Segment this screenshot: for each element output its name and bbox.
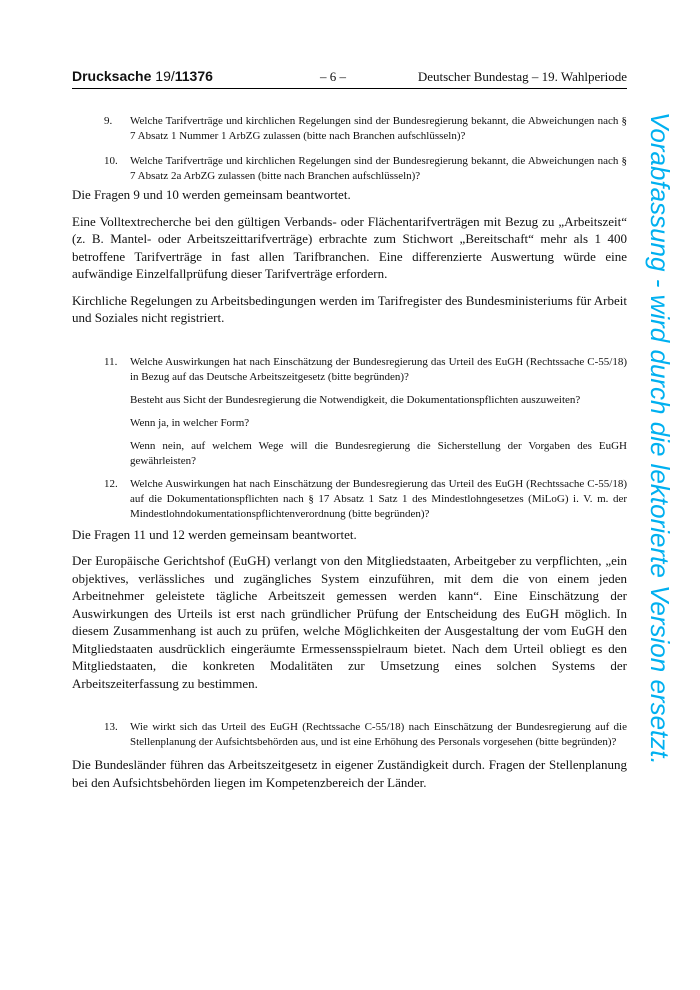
answer-paragraph: Die Bundesländer führen das Arbeitszeitgesetz in eigener Zuständigkeit durch. Fragen der Stellenplanung bei den Aufsichtsbehörden liegen im Kompetenzbereich der Länder. [72, 757, 627, 790]
institution-name: Deutscher Bundestag – 19. Wahlperiode [417, 69, 627, 84]
page-header [72, 66, 627, 89]
question-text: Wenn ja, in welcher Form? [130, 416, 250, 429]
question-13 [72, 720, 627, 750]
question-text: Welche Auswirkungen hat nach Einschätzung der Bundesregierung das Urteil des EuGH (Rechtssache C-55/18) in Bezug auf das Deutsche Arbeitszeitgesetz (bitte begründen)? [130, 355, 627, 383]
question-10 [72, 154, 627, 184]
answer-paragraph: Die Fragen 9 und 10 werden gemeinsam beantwortet. [72, 187, 351, 202]
question-text: Welche Auswirkungen hat nach Einschätzung der Bundesregierung das Urteil des EuGH (Rechtssache C-55/18) auf die Dokumentationspflichten nach § 17 Absatz 1 Satz 1 des Mindestlohngesetzes (MiLoG) i. V. m. der Mindestlohndokumentationspflichtenverordnung (bitte begründen)? [130, 477, 627, 520]
answer-paragraph: Der Europäische Gerichtshof (EuGH) verlangt von den Mitgliedstaaten, Arbeitgeber zu verpflichten, „ein objektives, verlässliches und zugängliches System einzuführen, mit dem die von einem jeden Arbeitnehmer geleistete tägliche Arbeitszeit gemessen werden kann“. Eine Einschätzung der Auswirkungen des Urteils ist erst nach gründlicher Prüfung der Entscheidung des EuGH möglich. In diesem Zusammenhang ist auch zu prüfen, welche Möglichkeiten der Ausgestaltung der vom EuGH den Mitgliedstaaten ausdrücklich eingeräumte Ermessensspielraum bietet. Nach dem Urteil obliegt es den Mitgliedstaaten, die konkreten Modalitäten zur Umsetzung eines solchen Systems der Arbeitszeiterfassung zu bestimmen. [72, 553, 627, 691]
answer-paragraph: Eine Volltextrecherche bei den gültigen Verbands- oder Flächentarifverträgen mit Bezug zu „Arbeitszeit“ (z. B. Mantel- oder Arbeitszeittarifverträge) erbrachte zum Stichwort „Bereitschaft“ mehr als 1 400 betroffene Tarifverträge in fast allen Tarifbranchen. Eine differenzierte Auswertung würde eine aufwändige Einzelfallprüfung dieser Tarifverträge erfordern. [72, 213, 627, 281]
answer-paragraph: Die Fragen 11 und 12 werden gemeinsam beantwortet. [72, 526, 357, 542]
question-11 [72, 355, 627, 469]
question-text: Welche Tarifverträge und kirchlichen Regelungen sind der Bundesregierung bekannt, die Abweichungen nach § 7 Absatz 2a ArbZG zulassen (bitte nach Branchen aufschlüsseln)? [130, 155, 627, 182]
question-text: Welche Tarifverträge und kirchlichen Regelungen sind der Bundesregierung bekannt, die Abweichungen nach § 7 Absatz 1 Nummer 1 ArbZG zulassen (bitte nach Branchen aufschlüsseln)? [130, 115, 627, 142]
question-12 [72, 477, 627, 522]
document-body [72, 114, 627, 791]
question-text: Wie wirkt sich das Urteil des EuGH (Rechtssache C-55/18) nach Einschätzung der Bundesregierung auf die Stellenplanung der Aufsichtsbehörden aus, und ist eine Erhöhung des Personals vorgesehen (bitte begründen)? [130, 721, 627, 748]
question-number: 12. [104, 477, 118, 490]
question-9 [72, 114, 627, 144]
question-number: 9. [104, 115, 113, 127]
draft-watermark: Vorabfassung - wird durch die lektorierte Version ersetzt. [645, 112, 675, 765]
question-number: 13. [104, 721, 118, 733]
question-text: Besteht aus Sicht der Bundesregierung die Notwendigkeit, die Dokumentationspflichten auszuweiten? [130, 393, 581, 406]
question-number: 10. [104, 155, 118, 167]
document-number: Drucksache 19/11376 [72, 68, 213, 84]
answer-paragraph: Kirchliche Regelungen zu Arbeitsbedingungen werden im Tarifregister des Bundesministeriums für Arbeit und Soziales nicht registriert. [72, 292, 627, 325]
question-text: Wenn nein, auf welchem Wege will die Bundesregierung die Sicherstellung der Vorgaben des EuGH gewährleisten? [130, 439, 627, 467]
page-number: – 6 – [320, 69, 346, 84]
question-number: 11. [104, 355, 118, 368]
